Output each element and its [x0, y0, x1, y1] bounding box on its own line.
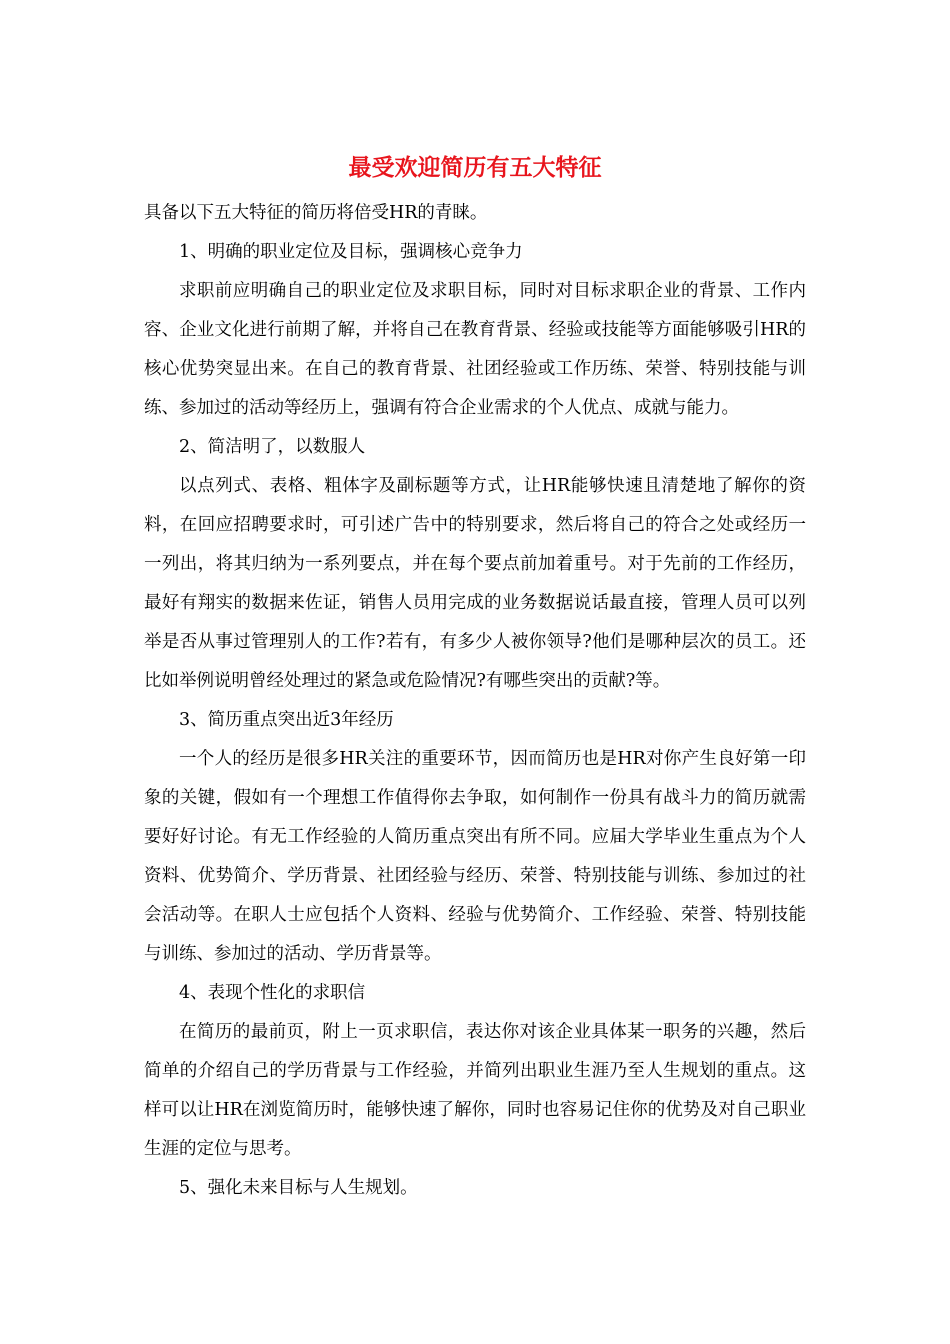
section-4-heading: 4、表现个性化的求职信: [179, 983, 366, 1003]
section-1-heading: 1、明确的职业定位及目标，强调核心竞争力: [179, 242, 523, 262]
section-2-heading: 2、简洁明了，以数服人: [179, 437, 366, 457]
document-body: [144, 194, 806, 1208]
section-3-body: 一个人的经历是很多HR关注的重要环节，因而简历也是HR对你产生良好第一印象的关键，假如有一个理想工作值得你去争取，如何制作一份具有战斗力的简历就需要好好讨论。有无工作经验的人简历重点突出有所不同。应届大学毕业生重点为个人资料、优势简介、学历背景、社团经验与经历、荣誉、特别技能与训练、参加过的社会活动等。在职人士应包括个人资料、经验与优势简介、工作经验、荣誉、特别技能与训练、参加过的活动、学历背景等。: [144, 749, 806, 964]
document-title: 最受欢迎简历有五大特征: [348, 154, 602, 181]
section-1-body: 求职前应明确自己的职业定位及求职目标，同时对目标求职企业的背景、工作内容、企业文化进行前期了解，并将自己在教育背景、经验或技能等方面能够吸引HR的核心优势突显出来。在自己的教育背景、社团经验或工作历练、荣誉、特别技能与训练、参加过的活动等经历上，强调有符合企业需求的个人优点、成就与能力。: [144, 281, 806, 418]
section-4-body: 在简历的最前页，附上一页求职信，表达你对该企业具体某一职务的兴趣，然后简单的介绍自己的学历背景与工作经验，并简列出职业生涯乃至人生规划的重点。这样可以让HR在浏览简历时，能够快速了解你，同时也容易记住你的优势及对自己职业生涯的定位与思考。: [144, 1022, 806, 1159]
section-2-body: 以点列式、表格、粗体字及副标题等方式，让HR能够快速且清楚地了解你的资料，在回应招聘要求时，可引述广告中的特别要求，然后将自己的符合之处或经历一一列出，将其归纳为一系列要点，并在每个要点前加着重号。对于先前的工作经历，最好有翔实的数据来佐证，销售人员用完成的业务数据说话最直接，管理人员可以列举是否从事过管理别人的工作?若有，有多少人被你领导?他们是哪种层次的员工。还比如举例说明曾经处理过的紧急或危险情况?有哪些突出的贡献?等。: [144, 476, 806, 691]
section-3-heading: 3、简历重点突出近3年经历: [179, 710, 394, 730]
section-5-heading: 5、强化未来目标与人生规划。: [179, 1178, 418, 1198]
intro-paragraph: 具备以下五大特征的简历将倍受HR的青睐。: [144, 203, 488, 223]
